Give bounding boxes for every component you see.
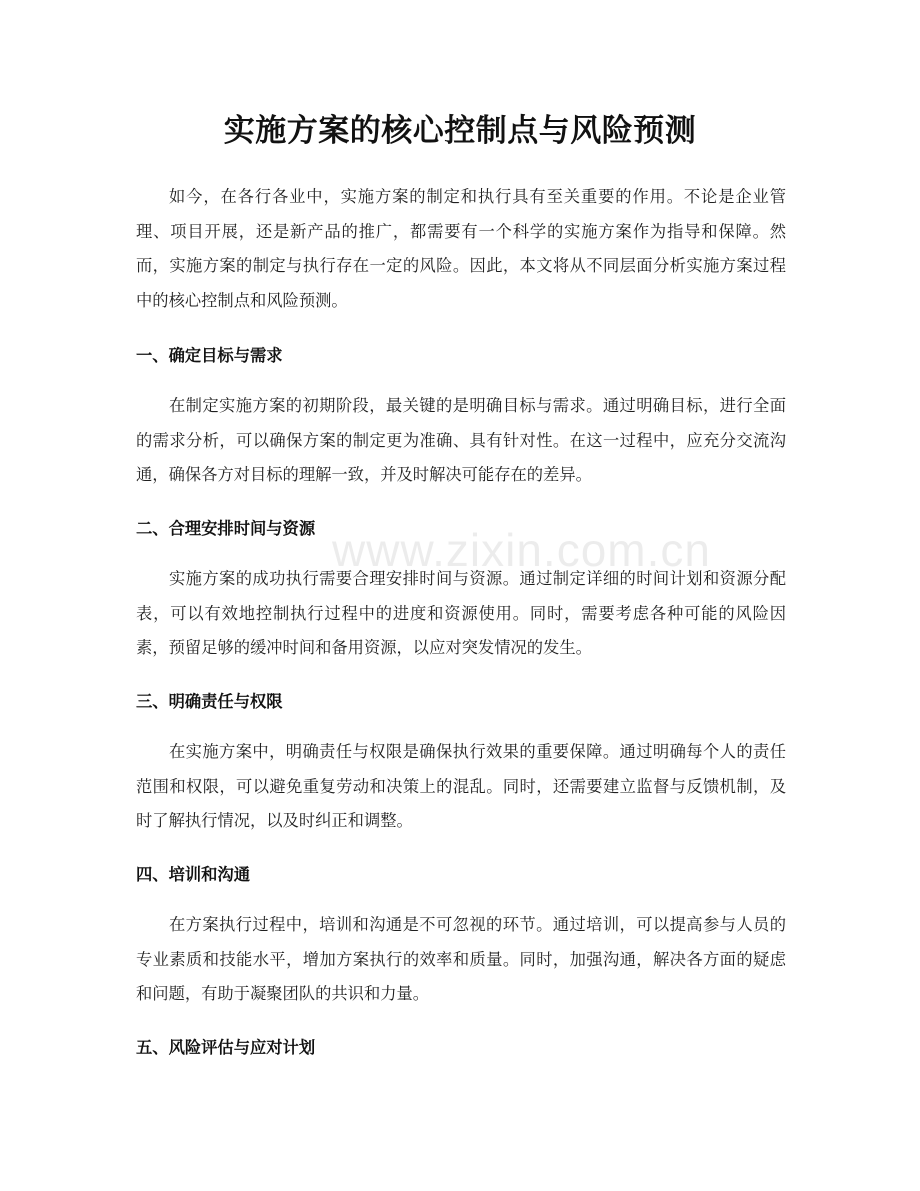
section-4-heading-block — [136, 860, 786, 890]
document-title: 实施方案的核心控制点与风险预测 — [223, 113, 697, 149]
intro-block — [136, 180, 786, 318]
intro-paragraph: 如今，在各行各业中，实施方案的制定和执行具有至关重要的作用。不论是企业管理、项目开展，还是新产品的推广，都需要有一个科学的实施方案作为指导和保障。然而，实施方案的制定与执行存在一定的风险。因此，本文将从不同层面分析实施方案过程中的核心控制点和风险预测。 — [136, 187, 786, 310]
section-heading: 一、确定目标与需求 — [136, 346, 283, 365]
section-heading: 二、合理安排时间与资源 — [136, 519, 316, 538]
section-3-heading-block — [136, 687, 786, 717]
section-4-body-block — [136, 908, 786, 1012]
section-heading: 五、风险评估与应对计划 — [136, 1038, 316, 1057]
section-paragraph: 在实施方案中，明确责任与权限是确保执行效果的重要保障。通过明确每个人的责任范围和权限，可以避免重复劳动和决策上的混乱。同时，还需要建立监督与反馈机制，及时了解执行情况，以及时纠正和调整。 — [136, 742, 786, 830]
section-1-heading-block — [136, 341, 786, 371]
section-paragraph: 在制定实施方案的初期阶段，最关键的是明确目标与需求。通过明确目标，进行全面的需求分析，可以确保方案的制定更为准确、具有针对性。在这一过程中，应充分交流沟通，确保各方对目标的理解一致，并及时解决可能存在的差异。 — [136, 396, 786, 484]
section-1-body-block — [136, 389, 786, 493]
watermark-text: www.zixin.com.cn — [332, 524, 711, 576]
section-paragraph: 在方案执行过程中，培训和沟通是不可忽视的环节。通过培训，可以提高参与人员的专业素质和技能水平，增加方案执行的效率和质量。同时，加强沟通，解决各方面的疑虑和问题，有助于凝聚团队的共识和力量。 — [136, 915, 786, 1003]
section-paragraph: 实施方案的成功执行需要合理安排时间与资源。通过制定详细的时间计划和资源分配表，可以有效地控制执行过程中的进度和资源使用。同时，需要考虑各种可能的风险因素，预留足够的缓冲时间和备用资源，以应对突发情况的发生。 — [136, 569, 786, 657]
section-5-heading-block — [136, 1033, 786, 1063]
section-heading: 四、培训和沟通 — [136, 865, 250, 884]
section-heading: 三、明确责任与权限 — [136, 692, 283, 711]
section-3-body-block — [136, 735, 786, 839]
